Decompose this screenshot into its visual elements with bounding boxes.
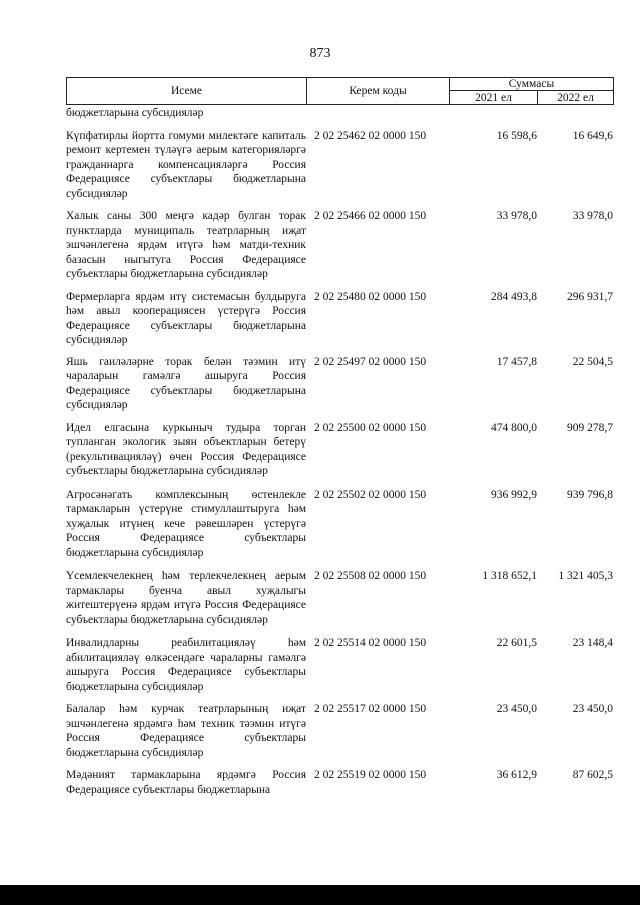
row-code: 2 02 25514 02 0000 150 bbox=[314, 637, 427, 649]
header-code: Керем коды bbox=[307, 78, 450, 105]
row-value-2021: 33 978,0 bbox=[496, 210, 537, 222]
row-value-2022: 23 450,0 bbox=[572, 703, 613, 715]
row-value-2022: 939 796,8 bbox=[567, 488, 613, 501]
table-row bbox=[66, 569, 613, 627]
row-code: 2 02 25497 02 0000 150 bbox=[314, 355, 427, 368]
row-name: Балалар һәм курчак театрларының иҗат эшчәнлегенә ярдәмгә һәм техник тәэмин итүгә Россия Федерациясе субъектлары бюджетларына субсидияләр bbox=[66, 703, 306, 759]
row-name: Күпфатирлы йортта гомуми милектәге капиталь ремонт кертемен түләүгә аерым категорияләргә гражданнарга компенсацияләргә Россия Федерациясе субъектлары бюджетларына субсидияләр bbox=[66, 129, 306, 200]
row-value-2022: 909 278,7 bbox=[567, 421, 613, 434]
row-name: Агросәнәгать комплексының өстенлекле тармакларын үстерүне стимуллаштыруга һәм хуҗалык итүнең кече рәвешләрен үстерүгә Россия Федерациясе субъектлары бюджетларына субсидияләр bbox=[66, 488, 306, 559]
row-name: Яшь гаиләләрне торак белән тәэмин итү чараларын гамәлгә ашыруга Россия Федерациясе субъектлары бюджетларына субсидияләр bbox=[66, 355, 306, 411]
page-number: 873 bbox=[309, 46, 331, 61]
row-code: 2 02 25502 02 0000 150 bbox=[314, 488, 427, 501]
row-value-2022: 296 931,7 bbox=[567, 290, 613, 303]
table-row bbox=[66, 129, 613, 202]
row-value-2021: 16 598,6 bbox=[496, 129, 537, 142]
header-year-2022: 2022 ел bbox=[538, 91, 614, 105]
row-code: 2 02 25519 02 0000 150 bbox=[314, 769, 427, 781]
row-name: Фермерларга ярдәм итү системасын булдыруга һәм авыл кооперациясен үстерүгә Россия Федерациясе субъектлары бюджетларына субсидияләр bbox=[66, 290, 306, 346]
scan-edge bbox=[0, 885, 640, 905]
row-name: бюджетларына субсидияләр bbox=[66, 107, 204, 119]
table-row bbox=[66, 355, 613, 413]
row-code: 2 02 25517 02 0000 150 bbox=[314, 703, 427, 715]
row-name: Идел елгасына куркыныч тудыра торган тупланган экологик зыян объектларын бетерү (рекультивацияләү) өчен Россия Федерациясе субъектлары бюджетларына субсидияләр bbox=[66, 421, 306, 477]
table-header bbox=[66, 77, 614, 105]
row-value-2021: 1 318 652,1 bbox=[482, 570, 537, 582]
header-sum: Суммасы bbox=[450, 78, 614, 91]
header-name: Исеме bbox=[67, 78, 307, 105]
row-value-2021: 284 493,8 bbox=[491, 290, 537, 303]
row-code: 2 02 25462 02 0000 150 bbox=[314, 129, 427, 142]
row-value-2021: 22 601,5 bbox=[496, 637, 537, 649]
table-row bbox=[66, 636, 613, 694]
row-value-2022: 87 602,5 bbox=[572, 769, 613, 781]
table-row bbox=[66, 488, 613, 561]
table-row bbox=[66, 209, 613, 282]
header-year-2021: 2021 ел bbox=[450, 91, 538, 105]
table-row bbox=[66, 702, 613, 760]
row-value-2022: 33 978,0 bbox=[572, 210, 613, 222]
row-value-2021: 36 612,9 bbox=[496, 769, 537, 781]
row-name: Үсемлекчелекнең һәм терлекчелекнең аерым тармаклары буенча авыл хуҗалыгы житештерүенә ярдәм итүгә Россия Федерациясе субъектлары бюджетларына субсидияләр bbox=[66, 570, 306, 626]
row-value-2022: 16 649,6 bbox=[572, 129, 613, 142]
row-code: 2 02 25500 02 0000 150 bbox=[314, 421, 427, 434]
row-value-2022: 23 148,4 bbox=[572, 637, 613, 649]
row-name: Мәдәният тармакларына ярдәмгә Россия Федерациясе субъектлары бюджетларына bbox=[66, 769, 306, 796]
row-name: Халык саны 300 меңгә кадәр булган торак пунктларда муниципаль театрларның иҗат эшчәнлегенә ярдәм итүгә һәм матди-техник базасын ныгытуга Россия Федерациясе субъектлары бюджетларына субсидияләр bbox=[66, 210, 306, 280]
row-code: 2 02 25480 02 0000 150 bbox=[314, 290, 427, 303]
table-row bbox=[66, 768, 613, 797]
table-row bbox=[66, 106, 613, 121]
row-code: 2 02 25466 02 0000 150 bbox=[314, 210, 427, 222]
table-row bbox=[66, 421, 613, 479]
row-name: Инвалидларны реабилитацияләү һәм абилитацияләү өлкәсендәге чараларны гамәлгә ашыруга Россия Федерациясе субъектлары бюджетларына субсидияләр bbox=[66, 637, 306, 693]
row-value-2021: 23 450,0 bbox=[496, 703, 537, 715]
row-value-2021: 17 457,8 bbox=[496, 355, 537, 368]
table-body bbox=[66, 106, 613, 797]
row-value-2022: 22 504,5 bbox=[572, 355, 613, 368]
table-row bbox=[66, 290, 613, 348]
row-value-2021: 936 992,9 bbox=[491, 488, 537, 501]
row-value-2021: 474 800,0 bbox=[491, 421, 537, 434]
row-value-2022: 1 321 405,3 bbox=[558, 570, 613, 582]
row-code: 2 02 25508 02 0000 150 bbox=[314, 570, 427, 582]
